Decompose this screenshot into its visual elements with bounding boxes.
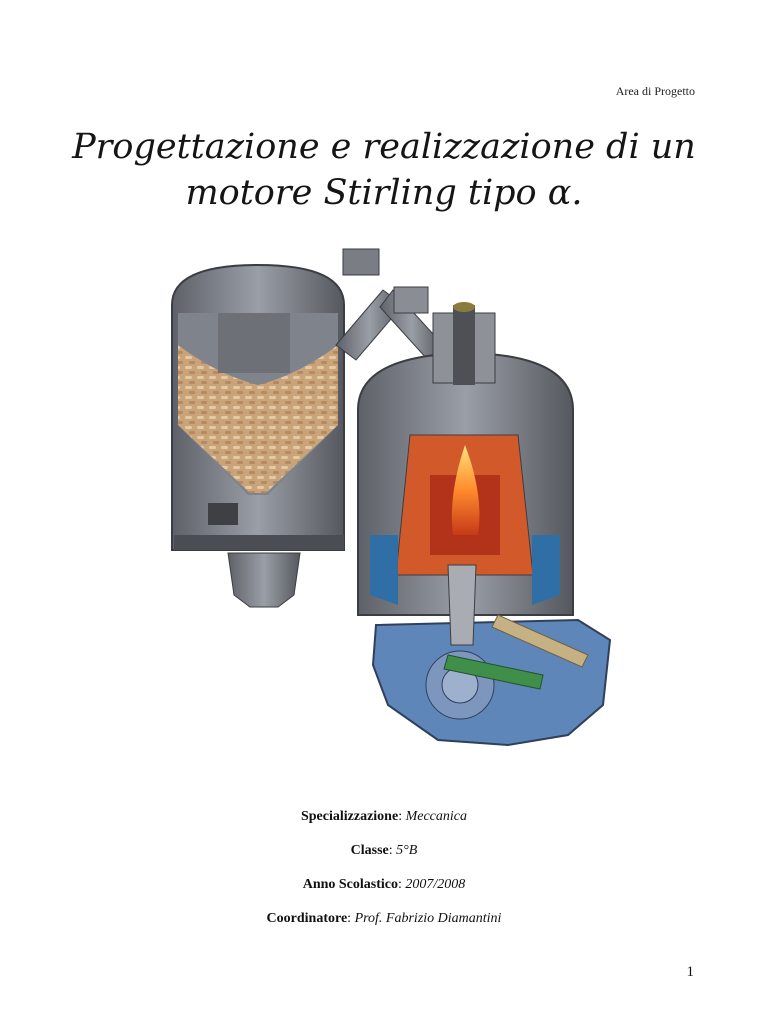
title-line-1: Progettazione e realizzazione di un [72,127,696,167]
detail-coordinatore: Coordinatore: Prof. Fabrizio Diamantini [266,911,502,926]
detail-specializzazione: Specializzazione: Meccanica [300,809,467,824]
area-label: Area di Progetto [615,84,695,98]
document-title [40,124,728,216]
page-number: 1 [686,964,694,980]
detail-anno-scolastico: Anno Scolastico: 2007/2008 [302,877,466,892]
detail-classe: Classe: 5°B [350,843,418,858]
stirling-engine-illustration [148,235,620,775]
title-line-2: motore Stirling tipo α. [185,173,583,213]
document-details [0,806,768,942]
feed-tube [336,249,443,360]
pellet-silo [172,265,344,607]
